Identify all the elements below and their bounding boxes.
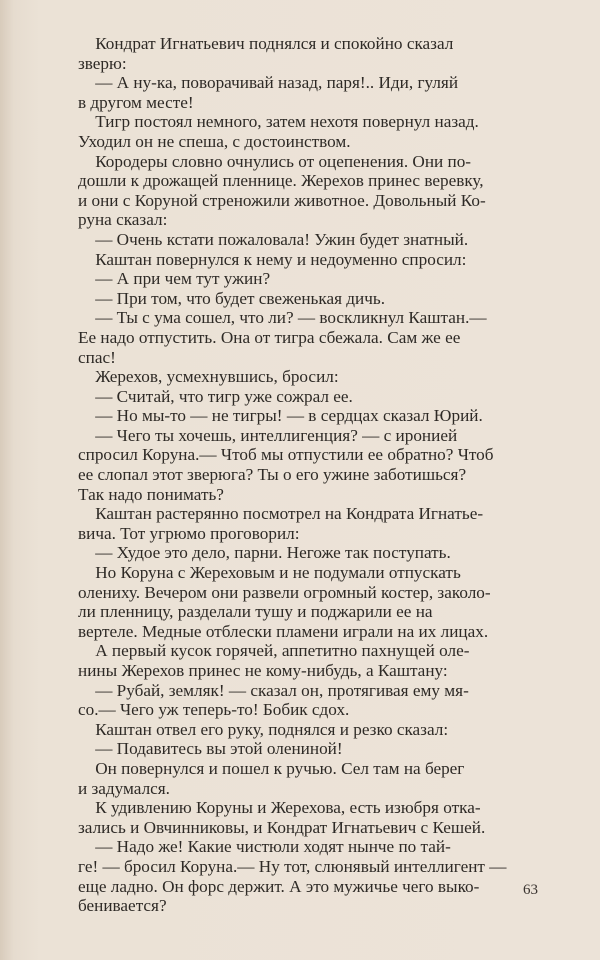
text-line: зверю:	[78, 53, 127, 73]
text-line: вича. Тот угрюмо проговорил:	[78, 523, 300, 543]
text-line: — Ты с ума сошел, что ли? — воскликнул Каштан.—	[78, 308, 487, 328]
text-line: — Подавитесь вы этой олениной!	[78, 739, 343, 759]
text-line: — Считай, что тигр уже сожрал ее.	[78, 386, 353, 406]
text-line: ее слопал этот зверюга? Ты о его ужине заботишься?	[78, 465, 467, 485]
text-line: Так надо понимать?	[78, 484, 224, 504]
text-line: Он повернулся и пошел к ручью. Сел там на берег	[78, 758, 465, 778]
text-line: — Надо же! Какие чистюли ходят нынче по тай-	[78, 837, 451, 857]
text-line: Каштан повернулся к нему и недоуменно спросил:	[78, 249, 467, 269]
text-line: — Худое это дело, парни. Негоже так поступать.	[78, 543, 451, 563]
text-line: — Рубай, земляк! — сказал он, протягивая ему мя-	[78, 680, 469, 700]
text-line: спросил Коруна.— Чтоб мы отпустили ее обратно? Чтоб	[78, 445, 494, 465]
text-line: ли пленницу, разделали тушу и поджарили ее на	[78, 602, 433, 622]
text-line: А первый кусок горячей, аппетитно пахнущей оле-	[78, 641, 470, 661]
text-line: еще ладно. Он форс держит. А это мужичье чего выко-	[78, 876, 480, 896]
text-line: вертеле. Медные отблески пламени играли на их лицах.	[78, 621, 489, 641]
text-line: спас!	[78, 347, 116, 367]
text-line: — Очень кстати пожаловала! Ужин будет знатный.	[78, 229, 469, 249]
text-line: нины Жерехов принес не кому-нибудь, а Каштану:	[78, 661, 448, 680]
text-line: со.— Чего уж теперь-то! Бобик сдох.	[78, 700, 350, 720]
text-line: и задумался.	[78, 778, 170, 798]
text-line: Жерехов, усмехнувшись, бросил:	[78, 367, 339, 387]
text-line: Тигр постоял немного, затем нехотя повернул назад.	[78, 112, 479, 132]
text-line: и они с Коруной стреножили животное. Довольный Ко-	[78, 190, 486, 210]
text-line: Но Коруна с Жереховым и не подумали отпускать	[78, 563, 461, 583]
text-line: руна сказал:	[78, 210, 168, 230]
page-body-text	[78, 34, 542, 916]
text-line: Каштан растерянно посмотрел на Кондрата Игнатье-	[78, 504, 484, 524]
text-line: — А при чем тут ужин?	[78, 269, 271, 289]
text-line: дошли к дрожащей пленнице. Жерехов принес веревку,	[78, 171, 484, 191]
text-line: — Но мы-то — не тигры! — в сердцах сказал Юрий.	[78, 406, 483, 426]
text-line: зались и Овчинниковы, и Кондрат Игнатьевич с Кешей.	[78, 817, 486, 837]
text-line: ге! — бросил Коруна.— Ну тот, слюнявый интеллигент —	[78, 856, 507, 876]
text-line: Каштан отвел его руку, поднялся и резко сказал:	[78, 719, 449, 739]
text-line: — А ну-ка, поворачивай назад, паря!.. Иди, гуляй	[78, 73, 459, 93]
text-line: Кондрат Игнатьевич поднялся и спокойно сказал	[78, 34, 454, 53]
page-number: 63	[523, 882, 538, 898]
text-line: олениху. Вечером они развели огромный костер, заколо-	[78, 582, 491, 602]
text-line: Ее надо отпустить. Она от тигра сбежала. Сам же ее	[78, 327, 461, 347]
text-line: в другом месте!	[78, 92, 194, 112]
text-line: Кородеры словно очнулись от оцепенения. Они по-	[78, 151, 472, 171]
text-line: — При том, что будет свеженькая дичь.	[78, 288, 386, 308]
text-line: К удивлению Коруны и Жерехова, есть изюбря отка-	[78, 798, 481, 818]
text-line: бенивается?	[78, 896, 167, 916]
text-line: Уходил он не спеша, с достоинством.	[78, 131, 351, 151]
text-line: — Чего ты хочешь, интеллигенция? — с иронией	[78, 425, 458, 445]
